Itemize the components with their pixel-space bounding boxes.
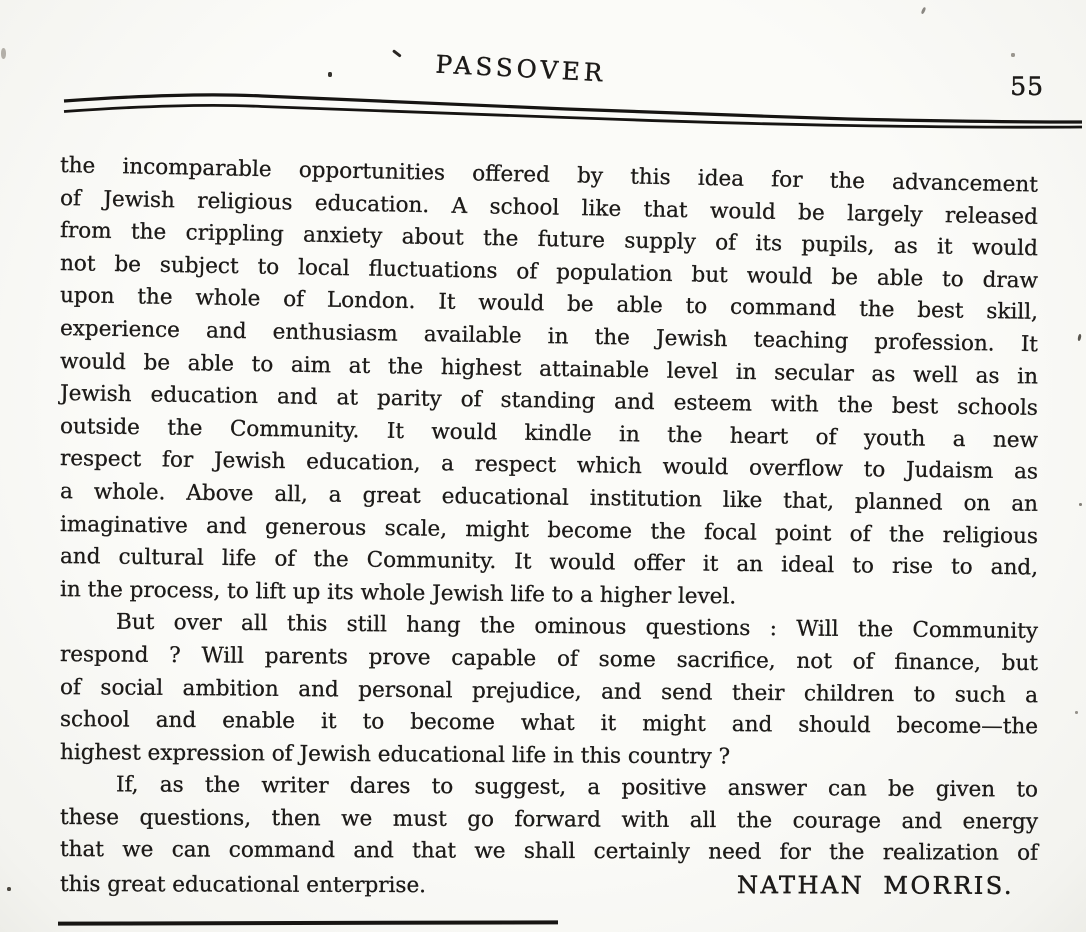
closing-line: this great educational enterprise. — [59, 872, 427, 899]
text-line: Jewish education and at parity of standing and esteem with the best schools — [59, 381, 1039, 422]
text-line: in the process, to lift up its whole Jewish life to a higher level. — [59, 576, 737, 610]
text-line: If, as the writer dares to suggest, a positive answer can be given to — [115, 772, 1039, 803]
scan-speck — [1077, 334, 1081, 341]
scan-speck — [1079, 503, 1082, 506]
text-line: these questions, then we must go forward with all the courage and energy — [59, 804, 1039, 835]
scan-speck — [1, 48, 6, 59]
paragraph — [59, 150, 1039, 610]
footer-rule — [58, 920, 558, 925]
scan-speck — [328, 72, 332, 77]
text-line: highest expression of Jewish educational life in this country ? — [59, 739, 731, 770]
scan-speck — [921, 7, 926, 14]
text-line: imaginative and generous scale, might become the focal point of the religious — [59, 511, 1039, 549]
page-title: PASSOVER — [434, 49, 608, 88]
text-line: respect for Jewish education, a respect which would overflow to Judaism as — [59, 446, 1039, 485]
text-line: of Jewish religious education. A school like that would be largely released — [59, 185, 1039, 230]
text-line: respond ? Will parents prove capable of some sacrifice, not of finance, but — [59, 641, 1039, 676]
text-line: a whole. Above all, a great educational institution like that, planned on an — [59, 478, 1039, 517]
author-signature: NATHAN MORRIS. — [736, 871, 1015, 900]
text-line: outside the Community. It would kindle in the heart of youth a new — [59, 413, 1039, 453]
text-line: of social ambition and personal prejudice, and send their children to such a — [59, 674, 1039, 708]
scan-speck — [1011, 53, 1015, 57]
text-line: school and enable it to become what it might and should become—the — [59, 707, 1039, 740]
header-rule — [55, 86, 1086, 136]
page-number: 55 — [1010, 72, 1044, 101]
text-line — [60, 867, 1038, 902]
text-line: and cultural life of the Community. It would offer it an ideal to rise to and, — [59, 544, 1039, 581]
text-line: experience and enthusiasm available in the Jewish teaching profession. It — [59, 315, 1039, 358]
page-body — [60, 150, 1038, 900]
scan-speck — [1075, 711, 1078, 714]
text-line: not be subject to local fluctuations of population but would be able to draw — [59, 250, 1039, 294]
text-line: But over all this still hang the ominous questions : Will the Community — [115, 609, 1039, 645]
text-line: upon the whole of London. It would be able to command the best skill, — [59, 283, 1039, 326]
paragraph — [60, 769, 1038, 899]
scan-speck — [7, 887, 11, 891]
text-line: would be able to aim at the highest attainable level in secular as well as in — [59, 348, 1039, 390]
text-line: that we can command and that we shall certainly need for the realization of — [59, 837, 1039, 867]
paragraph — [60, 606, 1038, 769]
text-line: the incomparable opportunities offered by this idea for the advancement — [59, 153, 1039, 198]
text-line: from the crippling anxiety about the future supply of its pupils, as it would — [59, 218, 1039, 262]
